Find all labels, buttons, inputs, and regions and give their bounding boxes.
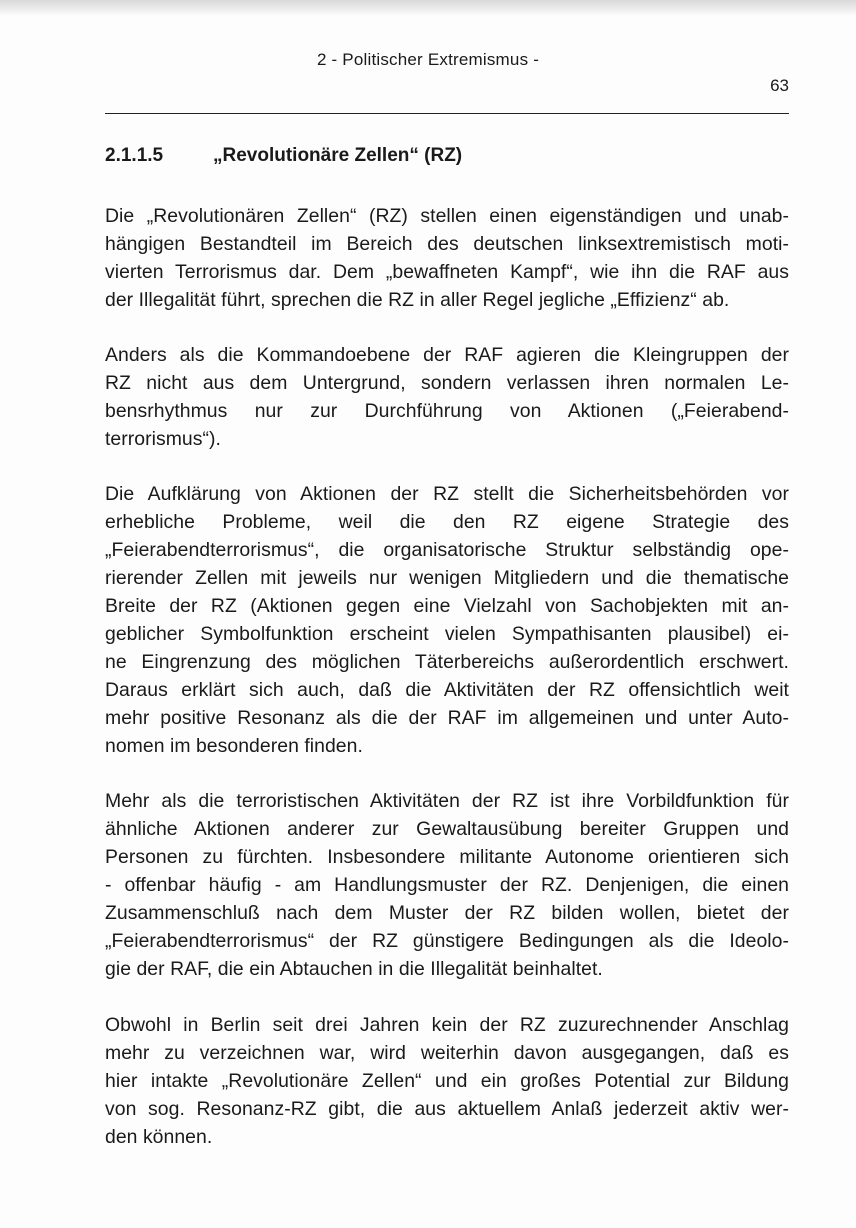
text-line: nomen im besonderen finden. xyxy=(105,735,363,757)
text-line: Breite der RZ (Aktionen gegen eine Vielzahl von Sachobjekten mit an- xyxy=(105,595,789,617)
section-heading xyxy=(105,145,462,167)
text-line: Mehr als die terroristischen Aktivitäten der RZ ist ihre Vorbildfunktion für xyxy=(105,790,789,812)
text-line: terrorismus“). xyxy=(105,428,221,450)
text-line: Die Aufklärung von Aktionen der RZ stellt die Sicherheitsbehörden vor xyxy=(105,483,789,505)
text-line: rierender Zellen mit jeweils nur wenigen Mitgliedern und die thematische xyxy=(105,567,789,589)
paragraph xyxy=(105,480,789,760)
text-line: geblicher Symbolfunktion erscheint vielen Sympathisanten plausibel) ei- xyxy=(105,623,789,645)
text-line: Zusammenschluß nach dem Muster der RZ bilden wollen, bietet der xyxy=(105,902,789,924)
paragraph xyxy=(105,787,789,983)
text-line: gie der RAF, die ein Abtauchen in die Illegalität beinhaltet. xyxy=(105,958,603,980)
text-line: „Feierabendterrorismus“ der RZ günstigere Bedingungen als die Ideolo- xyxy=(105,930,789,952)
text-line: mehr positive Resonanz als die der RAF im allgemeinen und unter Auto- xyxy=(105,707,789,729)
header-rule xyxy=(105,113,789,114)
section-number: 2.1.1.5 xyxy=(105,145,164,166)
text-line: RZ nicht aus dem Untergrund, sondern verlassen ihren normalen Le- xyxy=(105,372,789,394)
scan-shadow-edge xyxy=(0,0,856,16)
text-line: ne Eingrenzung des möglichen Täterbereichs außerordentlich erschwert. xyxy=(105,651,789,673)
text-line: hier intakte „Revolutionäre Zellen“ und ein großes Potential zur Bildung xyxy=(105,1070,789,1092)
paragraph xyxy=(105,202,789,314)
text-line: vierten Terrorismus dar. Dem „bewaffneten Kampf“, wie ihn die RAF aus xyxy=(105,261,789,283)
text-line: Die „Revolutionären Zellen“ (RZ) stellen einen eigenständigen und unab- xyxy=(105,205,789,227)
text-line: „Feierabendterrorismus“, die organisatorische Struktur selbständig ope- xyxy=(105,539,789,561)
text-line: Obwohl in Berlin seit drei Jahren kein der RZ zuzurechnender Anschlag xyxy=(105,1014,789,1036)
text-line: den können. xyxy=(105,1126,213,1148)
running-header: 2 - Politischer Extremismus - xyxy=(316,50,540,69)
text-line: Daraus erklärt sich auch, daß die Aktivitäten der RZ offensichtlich weit xyxy=(105,679,789,701)
text-line: hängigen Bestandteil im Bereich des deutschen linksextremistisch moti- xyxy=(105,233,789,255)
text-line: erhebliche Probleme, weil die den RZ eigene Strategie des xyxy=(105,511,789,533)
text-line: ähnliche Aktionen anderer zur Gewaltausübung bereiter Gruppen und xyxy=(105,818,789,840)
text-line: von sog. Resonanz-RZ gibt, die aus aktuellem Anlaß jederzeit aktiv wer- xyxy=(105,1098,789,1120)
text-line: Anders als die Kommandoebene der RAF agieren die Kleingruppen der xyxy=(105,344,789,366)
page-number: 63 xyxy=(770,76,789,95)
text-line: mehr zu verzeichnen war, wird weiterhin davon ausgegangen, daß es xyxy=(105,1042,789,1064)
text-line: bensrhythmus nur zur Durchführung von Aktionen („Feierabend- xyxy=(105,400,789,422)
text-line: - offenbar häufig - am Handlungsmuster der RZ. Denjenigen, die einen xyxy=(105,874,789,896)
section-title: „Revolutionäre Zellen“ (RZ) xyxy=(213,145,463,166)
paragraph xyxy=(105,1011,789,1151)
paragraph xyxy=(105,341,789,453)
text-line: der Illegalität führt, sprechen die RZ in aller Regel jegliche „Effizienz“ ab. xyxy=(105,289,730,311)
text-line: Personen zu fürchten. Insbesondere militante Autonome orientieren sich xyxy=(105,846,789,868)
